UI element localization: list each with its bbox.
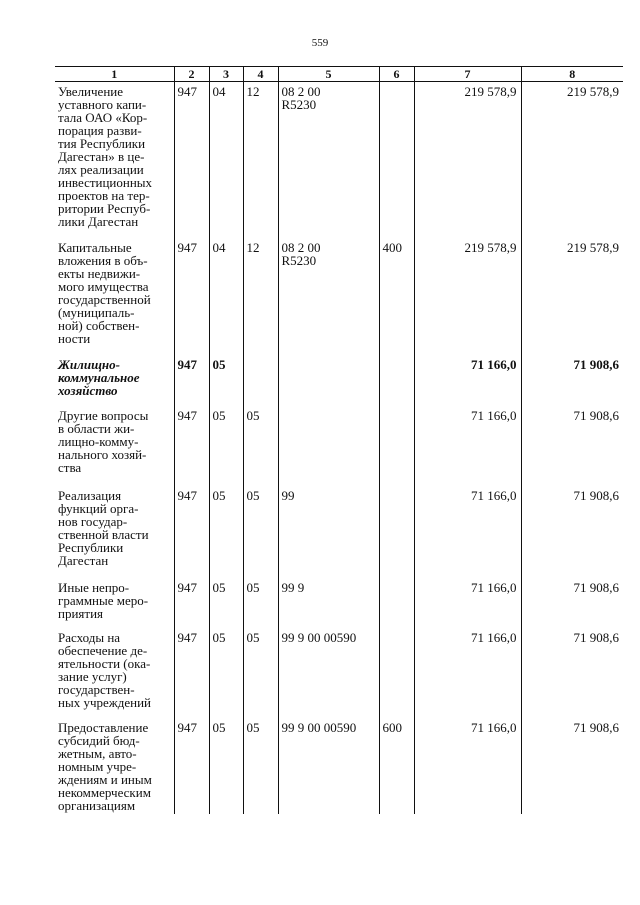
row-name-line: лики Дагестан xyxy=(58,214,139,229)
row-name xyxy=(55,718,174,814)
row-amount-year-1: 219 578,9 xyxy=(414,238,521,355)
row-subsection-code: 12 xyxy=(243,238,278,355)
row-name-line: Реализация xyxy=(58,487,122,503)
row-name-line: ной) собствен- xyxy=(58,317,140,333)
row-amount-year-2: 219 578,9 xyxy=(521,82,623,238)
row-name-line: порация разви- xyxy=(58,123,142,138)
table-row xyxy=(55,355,623,406)
row-name-line: обеспечение де- xyxy=(58,642,148,658)
row-amount-year-2: 71 908,6 xyxy=(521,486,623,578)
row-name-line: граммные меро- xyxy=(58,592,149,608)
row-section-code: 05 xyxy=(209,355,243,406)
row-department-code: 947 xyxy=(174,238,209,355)
table-row xyxy=(55,578,623,628)
row-article-code-line: 08 2 00 xyxy=(281,84,321,99)
row-name-line: проектов на тер- xyxy=(58,188,150,203)
row-section-code: 05 xyxy=(209,406,243,486)
row-name-line: государствен- xyxy=(58,681,135,697)
row-name-line: некоммерческим xyxy=(58,784,151,800)
row-subsection-code: 05 xyxy=(243,406,278,486)
table-row xyxy=(55,406,623,486)
header-col-3: 3 xyxy=(209,67,243,82)
row-name-line: лищно-комму- xyxy=(58,433,139,449)
row-name-line: ства xyxy=(58,459,82,475)
row-expense-type xyxy=(379,486,414,578)
row-name-line: ритории Респуб- xyxy=(58,201,151,216)
row-article-code xyxy=(278,628,379,718)
header-col-7: 7 xyxy=(414,67,521,82)
row-expense-type xyxy=(379,355,414,406)
row-name-line: функций орга- xyxy=(58,500,139,516)
row-name-line: тия Республики xyxy=(58,136,146,151)
row-name-line: ждениям и иным xyxy=(58,771,152,787)
row-name-line: организациям xyxy=(58,797,136,813)
row-article-code xyxy=(278,578,379,628)
row-amount-year-2: 71 908,6 xyxy=(521,718,623,814)
row-amount-year-2: 71 908,6 xyxy=(521,578,623,628)
row-amount-year-1: 71 166,0 xyxy=(414,578,521,628)
row-section-code: 05 xyxy=(209,718,243,814)
row-name-line: нов государ- xyxy=(58,513,128,529)
row-name xyxy=(55,486,174,578)
row-name-line: вложения в объ- xyxy=(58,252,148,268)
row-article-code-line: 99 9 00 00590 xyxy=(281,629,357,645)
row-name-line: зание услуг) xyxy=(58,668,127,684)
row-name-line: тала ОАО «Кор- xyxy=(58,110,148,125)
row-name-line: коммунальное xyxy=(58,369,140,385)
row-article-code-line: R5230 xyxy=(281,252,317,268)
row-name-line: нального хозяй- xyxy=(58,446,147,462)
row-amount-year-1: 71 166,0 xyxy=(414,718,521,814)
row-name-line: Увеличение xyxy=(58,84,124,99)
page-number: 559 xyxy=(311,37,329,49)
header-col-1: 1 xyxy=(55,67,174,82)
row-article-code-line: R5230 xyxy=(281,97,317,112)
row-amount-year-2: 71 908,6 xyxy=(521,355,623,406)
row-name-line: Капитальные xyxy=(58,239,132,255)
row-subsection-code: 05 xyxy=(243,578,278,628)
row-amount-year-2: 71 908,6 xyxy=(521,628,623,718)
row-name-line: (муниципаль- xyxy=(58,304,135,320)
row-article-code xyxy=(278,406,379,486)
row-name xyxy=(55,82,174,238)
row-name-line: государственной xyxy=(58,291,151,307)
row-name-line: Республики xyxy=(58,539,124,555)
row-amount-year-2: 71 908,6 xyxy=(521,406,623,486)
row-article-code xyxy=(278,355,379,406)
row-name-line: ственной власти xyxy=(58,526,149,542)
row-article-code-line: 99 xyxy=(281,487,295,503)
row-name-line: Жилищно- xyxy=(58,356,120,372)
row-amount-year-1: 71 166,0 xyxy=(414,355,521,406)
table-body xyxy=(55,82,623,814)
row-name-line: приятия xyxy=(58,605,104,621)
table-row xyxy=(55,238,623,355)
row-article-code-line: 99 9 xyxy=(281,579,305,595)
row-name-line: инвестиционных xyxy=(58,175,153,190)
row-amount-year-1: 71 166,0 xyxy=(414,406,521,486)
table-row xyxy=(55,486,623,578)
row-expense-type xyxy=(379,628,414,718)
header-col-6: 6 xyxy=(379,67,414,82)
row-expense-type xyxy=(379,578,414,628)
row-name xyxy=(55,406,174,486)
row-department-code: 947 xyxy=(174,578,209,628)
row-section-code: 05 xyxy=(209,486,243,578)
row-article-code-line: 99 9 00 00590 xyxy=(281,719,357,735)
row-name-line: ных учреждений xyxy=(58,694,151,710)
row-amount-year-1: 71 166,0 xyxy=(414,628,521,718)
row-section-code: 05 xyxy=(209,578,243,628)
row-name-line: жетным, авто- xyxy=(58,745,137,761)
row-subsection-code xyxy=(243,355,278,406)
row-name xyxy=(55,238,174,355)
table-row xyxy=(55,718,623,814)
row-article-code xyxy=(278,82,379,238)
row-name xyxy=(55,578,174,628)
row-name-line: Дагестан xyxy=(58,552,109,568)
row-department-code: 947 xyxy=(174,628,209,718)
budget-table xyxy=(55,66,623,814)
header-col-8: 8 xyxy=(521,67,623,82)
row-name-line: субсидий бюд- xyxy=(58,732,140,748)
row-department-code: 947 xyxy=(174,355,209,406)
row-name-line: ятельности (ока- xyxy=(58,655,151,671)
row-name-line: лях реализации xyxy=(58,162,144,177)
row-expense-type: 400 xyxy=(379,238,414,355)
row-department-code: 947 xyxy=(174,82,209,238)
row-name xyxy=(55,628,174,718)
row-amount-year-2: 219 578,9 xyxy=(521,238,623,355)
row-section-code: 04 xyxy=(209,82,243,238)
row-name-line: уставного капи- xyxy=(58,97,147,112)
row-name-line: Иные непро- xyxy=(58,579,130,595)
row-name-line: Предоставление xyxy=(58,719,149,735)
header-col-2: 2 xyxy=(174,67,209,82)
header-col-4: 4 xyxy=(243,67,278,82)
header-col-5: 5 xyxy=(278,67,379,82)
row-article-code-line: 08 2 00 xyxy=(281,239,321,255)
row-name-line: Другие вопросы xyxy=(58,407,149,423)
row-subsection-code: 05 xyxy=(243,718,278,814)
row-section-code: 05 xyxy=(209,628,243,718)
row-name-line: ности xyxy=(58,330,91,346)
row-article-code xyxy=(278,238,379,355)
row-subsection-code: 12 xyxy=(243,82,278,238)
row-section-code: 04 xyxy=(209,238,243,355)
table-row xyxy=(55,628,623,718)
row-name-line: в области жи- xyxy=(58,420,135,436)
row-name-line: Дагестан» в це- xyxy=(58,149,145,164)
table-row xyxy=(55,82,623,238)
row-expense-type xyxy=(379,406,414,486)
row-expense-type xyxy=(379,82,414,238)
row-article-code xyxy=(278,486,379,578)
row-amount-year-1: 219 578,9 xyxy=(414,82,521,238)
row-subsection-code: 05 xyxy=(243,628,278,718)
row-name-line: хозяйство xyxy=(58,382,118,398)
row-amount-year-1: 71 166,0 xyxy=(414,486,521,578)
row-department-code: 947 xyxy=(174,486,209,578)
row-subsection-code: 05 xyxy=(243,486,278,578)
row-name-line: екты недвижи- xyxy=(58,265,141,281)
row-department-code: 947 xyxy=(174,406,209,486)
row-expense-type: 600 xyxy=(379,718,414,814)
row-name-line: номным учре- xyxy=(58,758,137,774)
header-row xyxy=(55,67,623,82)
row-name xyxy=(55,355,174,406)
row-department-code: 947 xyxy=(174,718,209,814)
row-name-line: Расходы на xyxy=(58,629,121,645)
row-article-code xyxy=(278,718,379,814)
row-name-line: мого имущества xyxy=(58,278,149,294)
